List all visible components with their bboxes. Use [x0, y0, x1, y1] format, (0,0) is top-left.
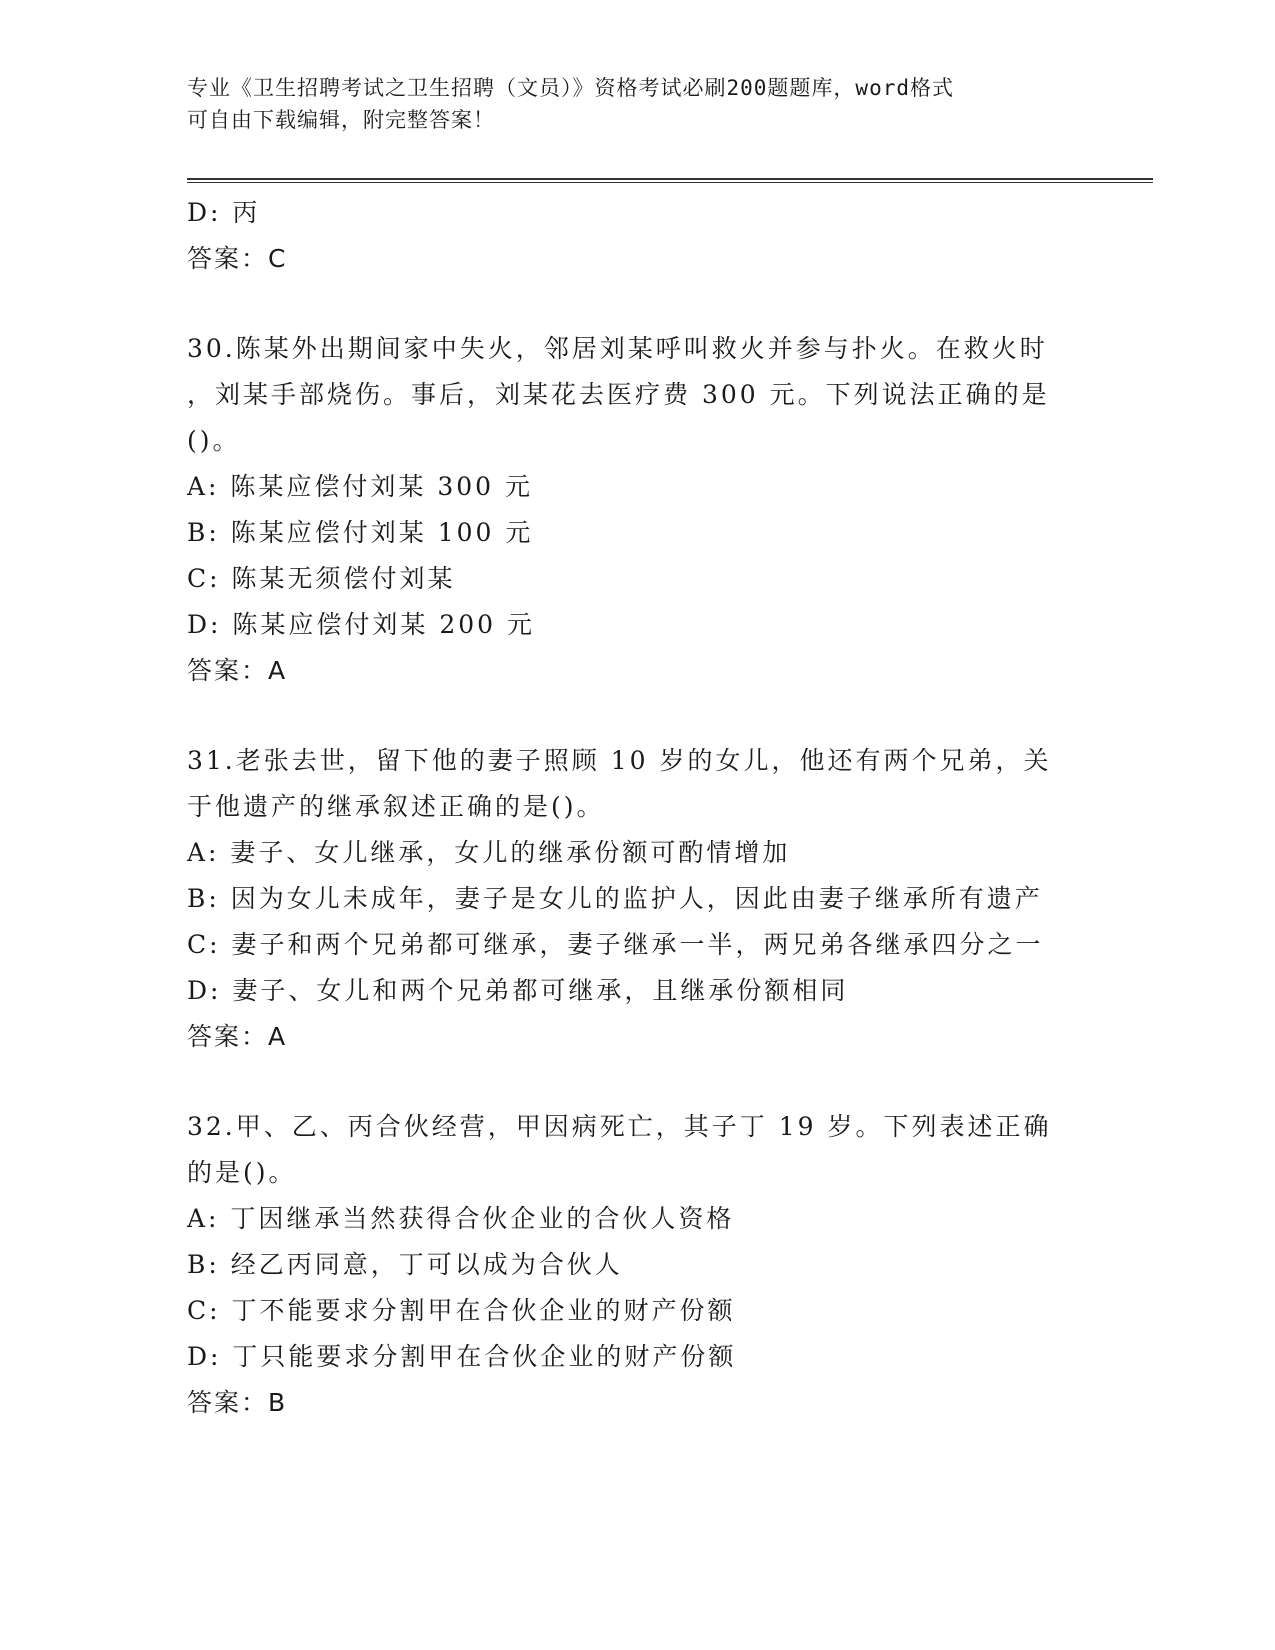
option-d: D: 丙: [187, 198, 261, 227]
question-29-tail: [187, 190, 1087, 282]
question-32: [187, 1104, 1087, 1426]
page-header: [187, 72, 1087, 136]
question-31: [187, 738, 1087, 1060]
question-text-line: 于他遗产的继承叙述正确的是()。: [187, 792, 605, 821]
question-text-line: 31.老张去世，留下他的妻子照顾 10 岁的女儿，他还有两个兄弟，关: [187, 746, 1052, 775]
question-text-line: 的是()。: [187, 1158, 297, 1187]
option-b: B: 陈某应偿付刘某 100 元: [187, 518, 534, 547]
option-b: B: 经乙丙同意，丁可以成为合伙人: [187, 1250, 623, 1279]
header-line-2: 可自由下载编辑，附完整答案！: [187, 108, 495, 132]
option-a: A: 丁因继承当然获得合伙企业的合伙人资格: [187, 1204, 735, 1233]
document-body: [187, 190, 1087, 1426]
question-text-line: ()。: [187, 426, 241, 455]
option-a: A: 陈某应偿付刘某 300 元: [187, 472, 534, 501]
answer-label: 答案：A: [187, 1022, 288, 1051]
spacer: [187, 694, 1087, 738]
option-c: C: 丁不能要求分割甲在合伙企业的财产份额: [187, 1296, 736, 1325]
option-c: C: 陈某无须偿付刘某: [187, 564, 456, 593]
question-text-line: 32.甲、乙、丙合伙经营，甲因病死亡，其子丁 19 岁。下列表述正确: [187, 1112, 1052, 1141]
option-c: C: 妻子和两个兄弟都可继承，妻子继承一半，两兄弟各继承四分之一: [187, 930, 1044, 959]
header-line-1: 专业《卫生招聘考试之卫生招聘（文员）》资格考试必刷200题题库，word格式: [187, 76, 954, 100]
answer-label: 答案：C: [187, 244, 288, 273]
answer-label: 答案：A: [187, 656, 288, 685]
answer-label: 答案：B: [187, 1388, 288, 1417]
option-a: A: 妻子、女儿继承，女儿的继承份额可酌情增加: [187, 838, 791, 867]
spacer: [187, 282, 1087, 326]
option-d: D: 丁只能要求分割甲在合伙企业的财产份额: [187, 1342, 737, 1371]
option-b: B: 因为女儿未成年，妻子是女儿的监护人，因此由妻子继承所有遗产: [187, 884, 1043, 913]
option-d: D: 陈某应偿付刘某 200 元: [187, 610, 536, 639]
question-text-line: ，刘某手部烧伤。事后，刘某花去医疗费 300 元。下列说法正确的是: [187, 380, 1050, 409]
question-30: [187, 326, 1087, 694]
header-divider: [187, 178, 1153, 183]
question-text-line: 30.陈某外出期间家中失火，邻居刘某呼叫救火并参与扑火。在救火时: [187, 334, 1048, 363]
option-d: D: 妻子、女儿和两个兄弟都可继承，且继承份额相同: [187, 976, 849, 1005]
spacer: [187, 1060, 1087, 1104]
